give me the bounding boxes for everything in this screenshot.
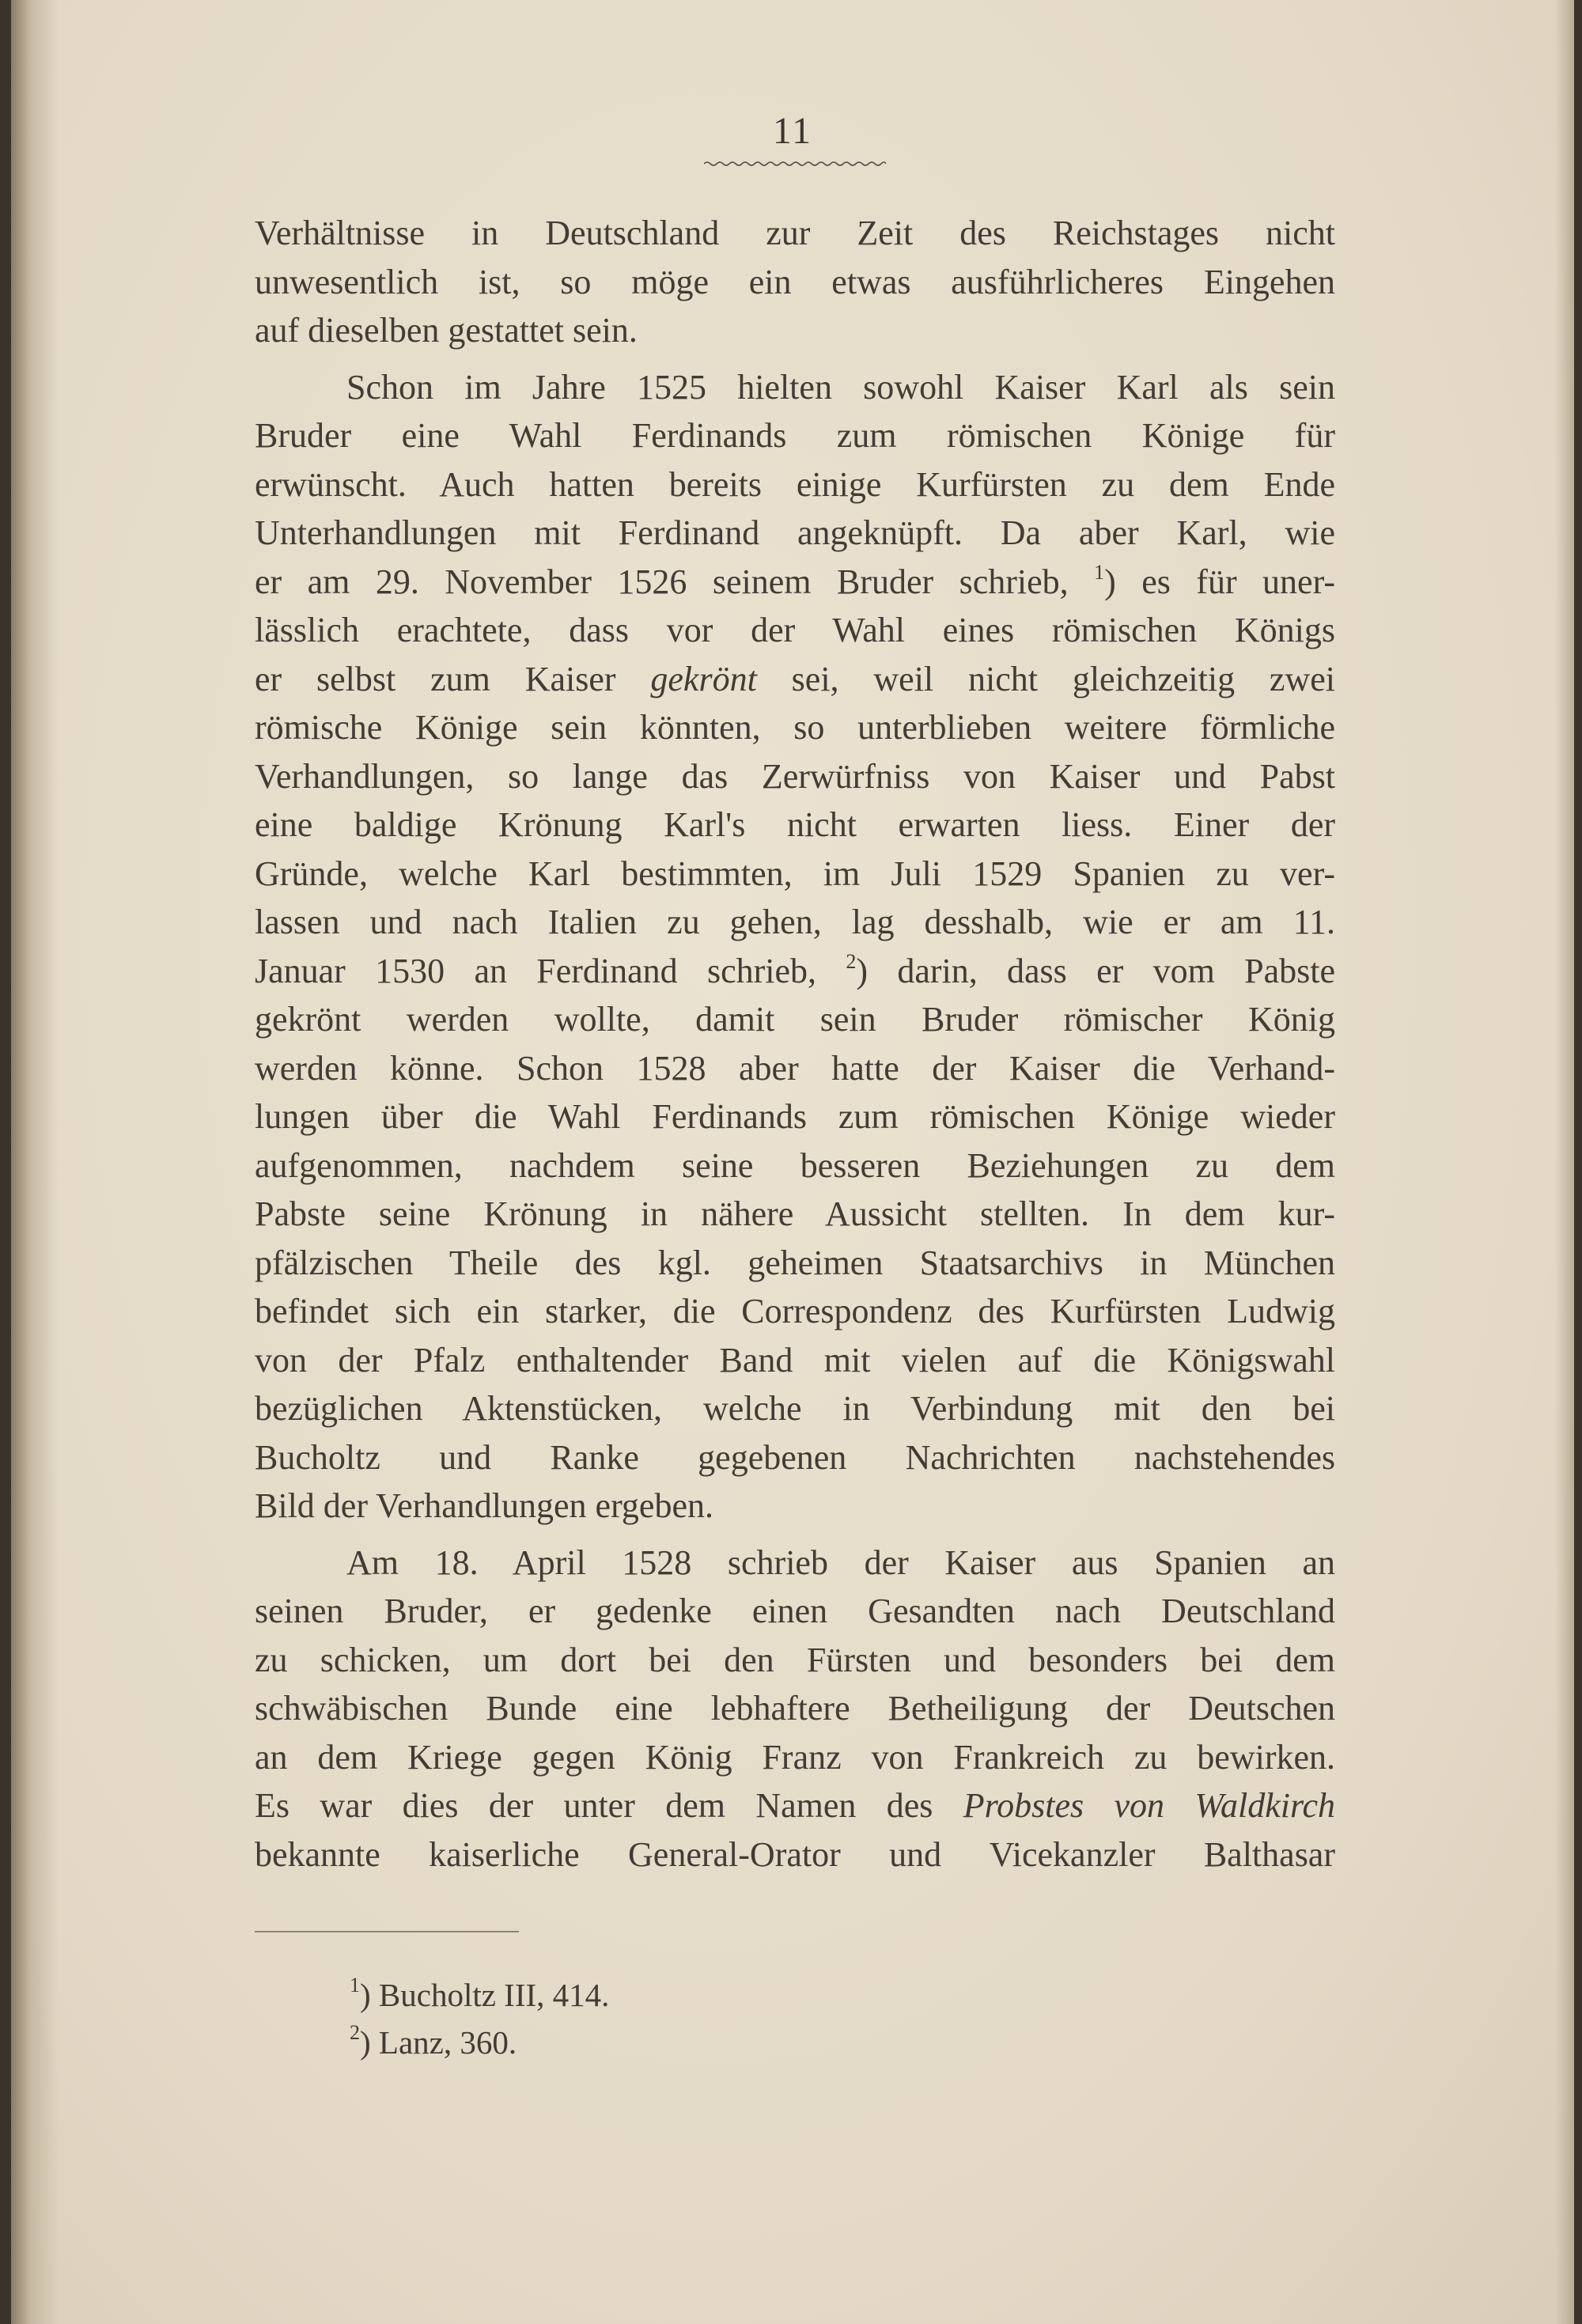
text-line: von der Pfalz enthaltender Band mit vielen auf die Königswahl	[255, 1340, 1335, 1380]
text-line: werden könne. Schon 1528 aber hatte der Kaiser die Verhand-	[255, 1048, 1335, 1088]
footnote-mark: 1	[350, 1974, 360, 1997]
text-line: Bucholtz und Ranke gegebenen Nachrichten nachstehendes	[255, 1437, 1335, 1477]
paragraph-2	[255, 363, 1335, 1531]
footnotes	[350, 1971, 609, 2066]
text-line: lässlich erachtete, dass vor der Wahl eines römischen Königs	[255, 611, 1335, 649]
text-line	[255, 655, 1335, 704]
body-text	[255, 209, 1335, 1879]
text-line: unwesentlich ist, so möge ein etwas ausführlicheres Eingehen	[255, 262, 1335, 301]
footnote-2	[350, 2019, 609, 2066]
paragraph-1	[255, 209, 1335, 355]
text-line: Verhandlungen, so lange das Zerwürfniss von Kaiser und Pabst	[255, 756, 1335, 796]
page-edge	[1555, 0, 1574, 2324]
text-line: pfälzischen Theile des kgl. geheimen Staatsarchivs in München	[255, 1243, 1335, 1282]
text-line: Bruder eine Wahl Ferdinands zum römischen Könige für	[255, 416, 1335, 455]
text-line: an dem Kriege gegen König Franz von Frankreich zu bewirken.	[255, 1737, 1335, 1777]
text-segment: sei, weil nicht gleichzeitig zwei	[756, 659, 1335, 698]
text-line: Schon im Jahre 1525 hielten sowohl Kaiser Karl als sein	[346, 367, 1335, 407]
page-number-ornament	[704, 161, 886, 167]
text-line: Pabste seine Krönung in nähere Aussicht stellten. In dem kur-	[255, 1194, 1335, 1233]
paragraph-gap	[255, 355, 1335, 363]
paragraph-3	[255, 1539, 1335, 1879]
text-line: befindet sich ein starker, die Correspondenz des Kurfürsten Ludwig	[255, 1292, 1335, 1330]
footnote-1	[350, 1971, 609, 2019]
text-line: erwünscht. Auch hatten bereits einige Kurfürsten zu dem Ende	[255, 464, 1335, 504]
emphasis-text: Probstes von Waldkirch	[963, 1786, 1335, 1825]
text-line: bekannte kaiserliche General-Orator und Vicekanzler Balthasar	[255, 1834, 1335, 1874]
footnote-ref-1: 1	[1094, 560, 1105, 584]
paragraph-gap	[255, 1531, 1335, 1539]
text-line	[255, 947, 1335, 996]
text-line	[255, 1781, 1335, 1830]
text-line: schwäbischen Bunde eine lebhaftere Betheiligung der Deutschen	[255, 1689, 1335, 1728]
footnote-ref-2: 2	[846, 949, 857, 973]
footnote-rule	[255, 1931, 519, 1932]
text-segment: ) darin, dass er vom Pabste	[856, 951, 1335, 990]
page-number: 11	[772, 110, 813, 152]
text-segment: Es war dies der unter dem Namen des	[255, 1786, 963, 1825]
text-line: römische Könige sein könnten, so unterblieben weitere förmliche	[255, 708, 1335, 747]
text-segment: er selbst zum Kaiser	[255, 659, 651, 698]
text-line: gekrönt werden wollte, damit sein Bruder römischer König	[255, 1000, 1335, 1039]
text-line: auf dieselben gestattet sein.	[255, 311, 638, 350]
book-page	[11, 0, 1574, 2324]
text-line: Verhältnisse in Deutschland zur Zeit des Reichstages nicht	[255, 214, 1335, 252]
emphasis-text: gekrönt	[650, 659, 757, 698]
text-line: Gründe, welche Karl bestimmten, im Juli 1529 Spanien zu ver-	[255, 854, 1335, 893]
text-line: Unterhandlungen mit Ferdinand angeknüpft. Da aber Karl, wie	[255, 513, 1335, 552]
footnote-mark: 2	[350, 2021, 360, 2044]
binding-shadow	[11, 0, 59, 2324]
text-line: lassen und nach Italien zu gehen, lag desshalb, wie er am 11.	[255, 903, 1335, 941]
text-line: eine baldige Krönung Karl's nicht erwarten liess. Einer der	[255, 805, 1335, 844]
text-segment: ) es für uner-	[1104, 562, 1335, 601]
text-segment: Januar 1530 an Ferdinand schrieb,	[255, 951, 846, 990]
text-segment: er am 29. November 1526 seinem Bruder schrieb,	[255, 562, 1095, 601]
text-line: Am 18. April 1528 schrieb der Kaiser aus Spanien an	[346, 1542, 1335, 1582]
text-line: bezüglichen Aktenstücken, welche in Verbindung mit den bei	[255, 1389, 1335, 1428]
text-line: lungen über die Wahl Ferdinands zum römischen Könige wieder	[255, 1097, 1335, 1136]
text-line	[255, 558, 1335, 607]
text-line: seinen Bruder, er gedenke einen Gesandten nach Deutschland	[255, 1592, 1335, 1630]
footnote-text: ) Bucholtz III, 414.	[360, 1977, 610, 2013]
text-line: zu schicken, um dort bei den Fürsten und besonders bei dem	[255, 1640, 1335, 1679]
text-line: Bild der Verhandlungen ergeben.	[255, 1486, 713, 1525]
text-line: aufgenommen, nachdem seine besseren Beziehungen zu dem	[255, 1145, 1335, 1185]
footnote-text: ) Lanz, 360.	[360, 2024, 517, 2061]
